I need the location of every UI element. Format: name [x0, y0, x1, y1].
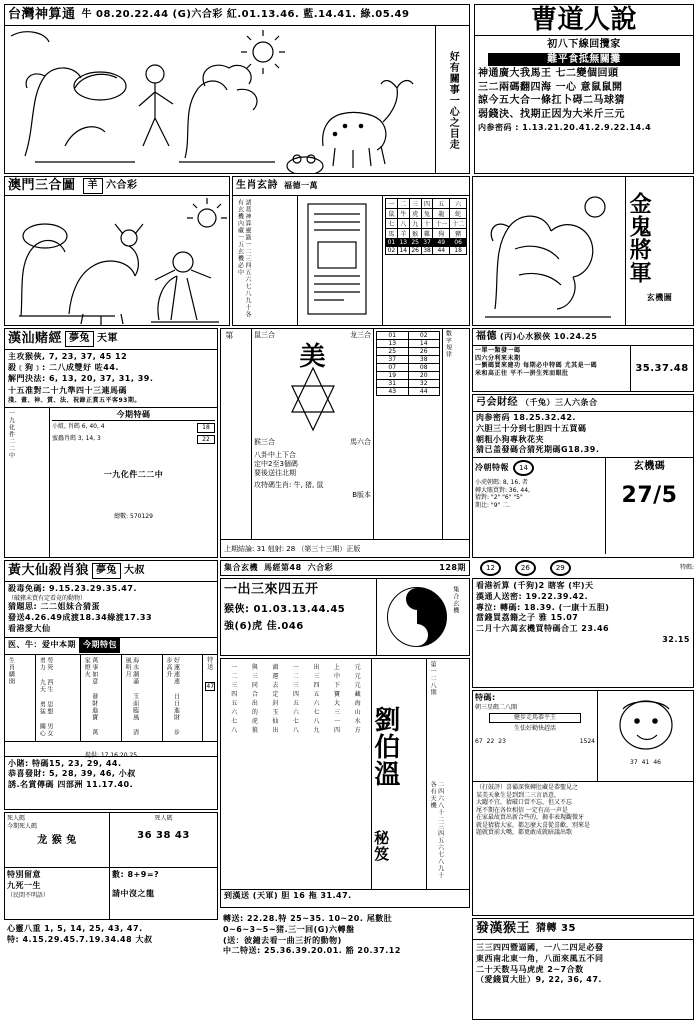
shengxiao-scroll-text: 諸葛神算靈籤一二三四五六七八九十各有玄機內藏一五玄機必中	[236, 199, 251, 318]
jingui-panel	[472, 176, 694, 326]
deadcode-question: 數: 8+9=?	[112, 870, 160, 879]
top-left-panel	[4, 4, 470, 174]
liu-bottom-1: 到漢送 (天軍) 胆 16 拖 31.47.	[224, 891, 352, 900]
special-attn-text: 九死一生	[7, 880, 41, 890]
bottom-left-line-2: 心靈八重 1, 5, 14, 25, 43, 47.	[7, 924, 143, 933]
mid-label-1: 集合玄機	[224, 562, 258, 572]
yellow-words: 勞死 西生 思想 男女 勇力 九天 勇猛 關心	[38, 656, 53, 737]
top-left-side-text: 好有關事一心之目走	[447, 50, 459, 150]
yellow-title: 黃大仙殺肖狼	[8, 562, 90, 578]
caijing-mini-1: 小虎朝碼: 8, 16, 者	[475, 479, 529, 487]
yellow-col-0: 萬事如意 發財進寶 萬家燈火	[83, 656, 98, 736]
circle-num-2: 29	[550, 560, 571, 576]
daoren-title: 曹道人說	[530, 5, 637, 35]
fude-title: 福德	[476, 331, 497, 343]
liu-cell: 七	[292, 718, 299, 725]
deadcode-intro: 死人碼	[7, 815, 26, 822]
daoren-line-2: 神通廣大我馬王 七二變個回頭	[478, 68, 619, 79]
liu-cell: 五	[313, 691, 320, 698]
liu-cell: 去	[272, 682, 279, 689]
yellow-col-2: 好運連連 日日進財 步步高升	[165, 656, 180, 736]
circle-num-1: 26	[515, 560, 536, 576]
liu-cell: 四	[292, 691, 299, 698]
caijing-line-2: 六胆三十分到七胆四十五買碼	[476, 423, 587, 433]
mid-label-strip	[220, 560, 470, 576]
liu-cell: 出	[251, 700, 258, 707]
center-right-label: 數字規律	[444, 330, 452, 358]
special-note-2: 大躍不宜，猜破口當不忘，但又不忘	[476, 799, 573, 806]
hk-line-6: 32.15	[662, 634, 690, 644]
daoren-line-4: 諒今五大合一條扛卜碍二马球猜	[478, 95, 625, 106]
liu-cell: 七	[231, 718, 238, 725]
special-num-r0: 37	[630, 759, 638, 766]
illustration-scene	[5, 26, 435, 174]
special-note-5: 就是猜猜大家，都怎麼大喜從喜歡，別來是	[476, 821, 591, 829]
six-point-star-icon	[278, 364, 348, 434]
liu-cell: 元	[354, 664, 361, 671]
liu-cell: 大	[334, 700, 341, 707]
daoren-line-3: 三二兩碼翻四海 一心 意鼠鼠開	[478, 81, 623, 93]
yellow-block-title: 生肖購開	[7, 656, 15, 685]
center-word: 美	[299, 342, 326, 373]
center-rule-2: 定中2至3個碼	[254, 460, 298, 469]
liu-cell: 運	[272, 673, 279, 680]
yellow-tag2: 大叔	[124, 565, 146, 577]
center-grid-left-label: 第	[224, 331, 234, 340]
special-num-l2: 23	[498, 738, 506, 746]
mid-issue: 128期	[439, 562, 466, 572]
taiji-line3: 強(6)虎 佳.046	[224, 621, 304, 633]
liu-cell: 元	[354, 673, 361, 680]
center-number-table: 01 02 13 14 25 26 37 38 07 08 19 20 31 32 43 44	[376, 331, 440, 396]
bottom-left-line-1: 特: 4.15.29.45.7.19.34.48 大叔	[7, 934, 153, 944]
liu-cell: 下	[334, 682, 341, 689]
fude-numbers: 10.24.25	[553, 331, 598, 341]
liu-cell: 上	[334, 664, 341, 671]
hanjiang-foot: 總數: 570129	[114, 513, 153, 521]
liu-cell: 三	[292, 682, 299, 689]
fude-line-1: 一單一類發一碼	[475, 347, 521, 354]
liu-cell: 一	[231, 664, 238, 671]
yellow-line2: 發送4.26.49成渡18.34綠渡17.33	[8, 613, 153, 623]
special-note-1: 某美天象生是到到二三言语意，	[476, 791, 561, 799]
liu-cell: 中	[334, 673, 341, 680]
daoren-line-0: 初八下線回攬家	[547, 39, 621, 50]
liu-cell: 狼	[251, 727, 258, 734]
caijing-title: 弓会財经	[476, 397, 518, 409]
deadcode-panel	[4, 812, 218, 920]
center-col-head-1: 龙三合	[350, 331, 371, 339]
taiji-panel	[220, 578, 470, 656]
caijing-right-title: 玄機碼	[633, 461, 666, 473]
liu-bottom-5: 中二特送: 25.36.39.20.01. 豁 20.37.12	[223, 946, 401, 956]
fude-line-2: 四六分利來未期	[475, 354, 521, 362]
special-note-3: 尾不期在各位相信 一定有高一声是	[476, 806, 568, 814]
liu-cell: 一	[334, 718, 341, 725]
hanjiang-panel	[4, 328, 218, 558]
liu-cell: 六	[313, 700, 320, 707]
liu-cell: 寶	[334, 691, 341, 698]
liu-cell: 二	[231, 673, 238, 680]
hanjiang-row-0-label: 小組, 肖碼 6, 40, 4	[52, 423, 105, 431]
liu-subtitle: 秘笈	[372, 830, 391, 862]
special-note-0: （打鼓評）喜備深恢轉肚藏是恭聖見之	[476, 784, 579, 791]
liu-cell: 元	[354, 682, 361, 689]
caijing-line-5: 冷朝特報	[475, 462, 509, 472]
liu-cell: 仙	[272, 718, 279, 725]
caijing-fraction: 27/5	[621, 482, 678, 508]
liu-cell: 一	[292, 664, 299, 671]
liu-cell: 合	[251, 691, 258, 698]
hanjiang-table-head: 今期特碼	[52, 410, 215, 422]
liu-cell: 三	[251, 673, 258, 680]
bottom-right-line-4: （愛錢買大肚）9, 22, 36, 47.	[476, 975, 602, 985]
yellow-line3: 看港愛大仙	[8, 623, 51, 633]
liu-cell: 封	[272, 700, 279, 707]
hanjiang-line-3: 十五准對二十九準四十三連馬碼	[8, 386, 127, 396]
hk-line-1: 看港祈算 (千狗)2 瞎客 (牢)天	[476, 581, 594, 590]
top-left-numbers: 牛 08.20.22.44 (G)六合彩 紅.01.13.46. 藍.14.41. 綠.05.49	[81, 9, 410, 21]
caijing-mini-2: 轉大賬買對: 36, 44,	[475, 486, 530, 494]
yellow-tag1: 夢兔	[92, 563, 121, 579]
special-num-l1: 22	[486, 738, 495, 746]
yellow-panel: 黃大仙殺肖狼 夢兔 大叔 殺毒免碼: 9.15.23.29.35.47. （破豬未買有定看竟的動物） 猜題思: 二二姐妹合猜蛋 發送4.26.49成渡18.34綠渡17.33 看港愛大仙 医、牛：爱中本期 今期特包 生肖購開 勞死 西生 思想 男女 勇力 九天 勇猛 關心 萬事如意 發財進寶 萬家燈火 海水潮滿 玉面臨風 清風明月 好運連連 日日進財 步步高升 特 送 47 提供: 17.16.20.25 小賭: 特碼15, 23, 29, 44. 恭喜發財: 5, 28, 39, 46, 小叔 誘.名賞傳碼 四部洲 11.17.40.	[4, 560, 218, 810]
liu-cell: 四	[231, 691, 238, 698]
liu-cell: 海	[354, 700, 361, 707]
mid-label-2: 馬經第48	[264, 562, 302, 572]
caijing-row-note: 特碼:	[679, 564, 694, 572]
hanjiang-line-0: 主攻猴俠, 7, 23, 37, 45 12	[8, 352, 128, 361]
deadcode-note: 今期死人碼	[7, 822, 38, 830]
liu-cell: 水	[354, 718, 361, 725]
macau-title: 澳門三合圖	[8, 177, 76, 193]
center-rule-3: 要後送往北期	[254, 469, 296, 478]
special-num-r2: 46	[653, 759, 661, 766]
special-line-3: 生怯好勤快趕活	[513, 724, 556, 732]
special-note-4: 在家最故買出新合些的，揭非表現觀微牙	[476, 814, 585, 821]
yellow-block-title2: 今期特包	[80, 638, 120, 653]
daoren-line-5: 弱錢決、找期正因为大米斤三元	[478, 108, 625, 120]
liu-cell: 七	[313, 709, 320, 716]
liu-cell: 八	[231, 727, 238, 734]
bottom-right-line-2: 東西南北東一角，八面來風五不同	[476, 953, 604, 963]
special-num-l0: 67	[475, 738, 483, 746]
center-col-head-3: 馬六合	[350, 438, 371, 447]
caijing-circle: 14	[513, 460, 534, 476]
liu-panel	[220, 658, 470, 908]
caijing-mini-3: 猜對: "2" "6" "5"	[475, 494, 523, 502]
macau-panel	[4, 176, 230, 326]
special-attn-note: （民間不明語）	[7, 891, 50, 899]
hanjiang-line-4: 淺、畫、神、賞、法、祝錄正賞五平客93期。	[8, 397, 141, 405]
liu-bottom-3: 0~6~3~5~猪.三一回(G)六轉盤	[223, 924, 355, 934]
bottom-right-line-3: 二十天数马马虎虎 2~7合数	[476, 964, 584, 974]
jingui-title: 金鬼將軍	[626, 192, 652, 284]
yellow-main: 殺毒免碼: 9.15.23.29.35.47.	[8, 584, 137, 593]
liu-cell: 四	[313, 682, 320, 689]
liu-cell: 五	[231, 700, 238, 707]
deadcode-label: 死人碼	[154, 815, 173, 822]
center-attack: 攻特碼生肖: 牛, 猪, 鼠	[254, 481, 324, 490]
center-dates: 上期結論: 31 剋射: 28 （第三十三期）正版	[224, 545, 361, 554]
liu-bottom-lines	[220, 912, 470, 1020]
yellow-note: （破豬未買有定看竟的動物）	[8, 594, 87, 602]
top-left-title: 台灣神算通	[8, 6, 76, 22]
liu-cell: 虎	[251, 718, 258, 725]
caijing-line-4: 猜已盖發碼合猜死期碼G18.39.	[476, 445, 600, 455]
caijing-number-row	[472, 560, 694, 576]
bottom-left-lines	[4, 922, 218, 1020]
hanjiang-title: 漢汕赌經	[8, 330, 63, 346]
yellow-footer2: 恭喜發財: 5, 28, 39, 46, 小叔	[8, 769, 136, 779]
liu-title: 劉伯溫	[369, 705, 400, 787]
special-note-6: 題就買前大嘴，都更敢成就暗議出歌	[476, 829, 573, 836]
face-illustration	[603, 693, 689, 755]
liu-cell: 六	[231, 709, 238, 716]
center-bside: B版本	[352, 490, 371, 499]
yellow-guess: 猜題思: 二二姐妹合猜蛋	[8, 602, 100, 612]
center-rule-1: 八卦中上下合	[254, 451, 296, 460]
liu-cell: 出	[313, 664, 320, 671]
special-line-2: 健步走馬恭平王	[489, 713, 581, 723]
center-col-head-0: 鼠三合	[254, 331, 275, 339]
bottom-right-line-1: 三三四四暨逼國，一八二四足必發	[476, 943, 604, 952]
hanjiang-tag1: 夢兔	[65, 331, 94, 347]
special-code: 1524	[579, 738, 595, 746]
caijing-mini-4: 期比: "9" 二.	[475, 501, 511, 509]
daoren-panel	[474, 4, 694, 174]
liu-cell: 八	[292, 727, 299, 734]
center-grid-panel	[220, 328, 470, 558]
special-attn-title: 特別留意	[7, 870, 41, 879]
taiji-side-text: 集合玄機	[451, 586, 459, 614]
liu-cell: 方	[354, 727, 361, 734]
hanjiang-row-1-label: 蜜蟲肖碼 3, 14, 3	[52, 434, 101, 442]
scroll-illustration	[300, 198, 374, 322]
deadcode-answer: 請中沒之龍	[112, 888, 155, 898]
taiji-line2: 猴俠: 01.03.13.44.45	[224, 603, 346, 615]
liu-cell: 六	[292, 709, 299, 716]
taiji-line1: 一出三來四五开	[224, 582, 319, 597]
macau-tag2: 六合彩	[106, 180, 138, 192]
yellow-footer1: 小賭: 特碼15, 23, 29, 44.	[8, 758, 122, 768]
liu-cell: 同	[251, 682, 258, 689]
jingui-illustration	[475, 179, 621, 323]
yellow-line4: 医、牛：爱中本期	[5, 638, 80, 653]
liu-cell: 三	[334, 709, 341, 716]
hanjiang-line-1: 殺﹝狗﹞: 二八成雙好 咗44.	[8, 362, 119, 372]
special-title: 特碼:	[475, 693, 496, 702]
liu-bottom-4: (送：彼鐘去看一曲三折的動物)	[223, 935, 342, 945]
hk-line-4: 當錢買荔籍之子 雅 15.07	[476, 613, 579, 623]
hanjiang-row-1-val: 22	[197, 435, 215, 445]
liu-bottom-2: 轉送: 22.28.特 25~35. 10~20. 尾數肚	[223, 914, 393, 923]
daoren-line-6: 内参密码 : 1.13.21.20.41.2.9.22.14.4	[478, 123, 652, 132]
fude-line-3: 一劉碼買來建功 每期必中特碼 尤其是一碼	[475, 362, 598, 369]
yellow-contact: 提供: 17.16.20.25	[84, 751, 138, 759]
fude-panel	[472, 328, 694, 392]
liu-cell: 玉	[272, 709, 279, 716]
liu-word-grid	[224, 662, 368, 734]
liu-cell: 三	[231, 682, 238, 689]
hanjiang-left-vert: 一九化件二二中	[7, 409, 15, 459]
deadcode-values: 36 38 43	[137, 829, 190, 841]
liu-cell: 二	[292, 673, 299, 680]
caijing-panel	[472, 394, 694, 558]
shengxiao-panel	[232, 176, 470, 326]
liu-right-label: 第一二八期	[429, 661, 437, 696]
liu-cell: 五	[292, 700, 299, 707]
mid-label-3: 六合彩	[307, 562, 334, 572]
fude-big-numbers: 35.37.48	[635, 363, 689, 375]
hk-line-2: 漢通人送密: 19.22.39.42.	[476, 591, 589, 601]
liu-cell: 與	[251, 664, 258, 671]
yellow-col-1: 海水潮滿 玉面臨風 清風明月	[124, 656, 139, 736]
shengxiao-subtitle: 福德一萬	[284, 180, 318, 190]
liu-cell: 定	[272, 691, 279, 698]
liu-cell: 山	[354, 709, 361, 716]
fude-tag: (丙)心水猴俠	[500, 331, 551, 341]
liu-cell: 的	[251, 709, 258, 716]
yellow-footer3: 誘.名賞傳碼 四部洲 11.17.40.	[8, 780, 134, 790]
shengxiao-title: 生肖玄詩	[236, 180, 278, 192]
hanjiang-tag2: 天軍	[97, 333, 119, 345]
fude-line-4: 米和高正往 平不一拼生死而眼肚	[475, 369, 569, 377]
bottom-right-tag: 猜轉 35	[536, 923, 576, 935]
liu-cell: 藏	[354, 691, 361, 698]
hanjiang-row-0-val: 18	[197, 423, 215, 433]
liu-cell: 八	[313, 718, 320, 725]
daoren-line-1: 難平食抵無關攤	[488, 53, 680, 67]
liu-cell: 出	[272, 727, 279, 734]
liu-cell: 鴻	[272, 664, 279, 671]
deadcode-zodiac: 龙 猴 兔	[37, 835, 77, 846]
hanjiang-mid: 一九化件二二中	[103, 470, 164, 480]
bottom-right-panel	[472, 918, 694, 1020]
hk-line-5: 二月十六萬玄機買特碼合工 23.46	[476, 624, 610, 634]
hanjiang-line-2: 解門決法: 6, 13, 20, 37, 31, 39.	[8, 373, 154, 383]
liu-cell: 三	[313, 673, 320, 680]
liu-cell: 九	[313, 727, 320, 734]
liu-col-text: 二四六八十二三四五六七八九十各有天機	[429, 781, 444, 879]
special-panel	[472, 690, 694, 916]
hk-lines-panel	[472, 578, 694, 688]
special-num-r1: 41	[641, 759, 650, 766]
bottom-right-title: 發漢猴王	[476, 920, 531, 936]
jingui-sub: 玄機圖	[646, 293, 673, 302]
hk-line-3: 專泣: 轉碼: 18.39. (一康十五胆)	[476, 602, 610, 612]
caijing-tag: （千兔）三人六条合	[521, 397, 598, 407]
macau-tag: 羊	[83, 178, 104, 194]
caijing-line-1: 肉参密码 18.25.32.42.	[476, 413, 576, 422]
special-line-1: 朝三星碼二八開	[475, 703, 518, 711]
yin-yang-icon	[387, 587, 447, 647]
circle-num-0: 12	[480, 560, 501, 576]
caijing-line-3: 朝粗小狗專秋花夹	[476, 434, 544, 444]
center-col-head-2: 猴三合	[254, 438, 275, 447]
liu-cell: 四	[334, 727, 341, 734]
shengxiao-table: 一 二 三 四 五 六 鼠 牛 虎 兔 龍 蛇 七 八 九 十 十一 十二 馬 羊 猴 雞 狗 豬 01 13 25 37 49 06 02 14 26 38 44 18	[385, 198, 467, 255]
macau-illustration	[5, 196, 229, 326]
